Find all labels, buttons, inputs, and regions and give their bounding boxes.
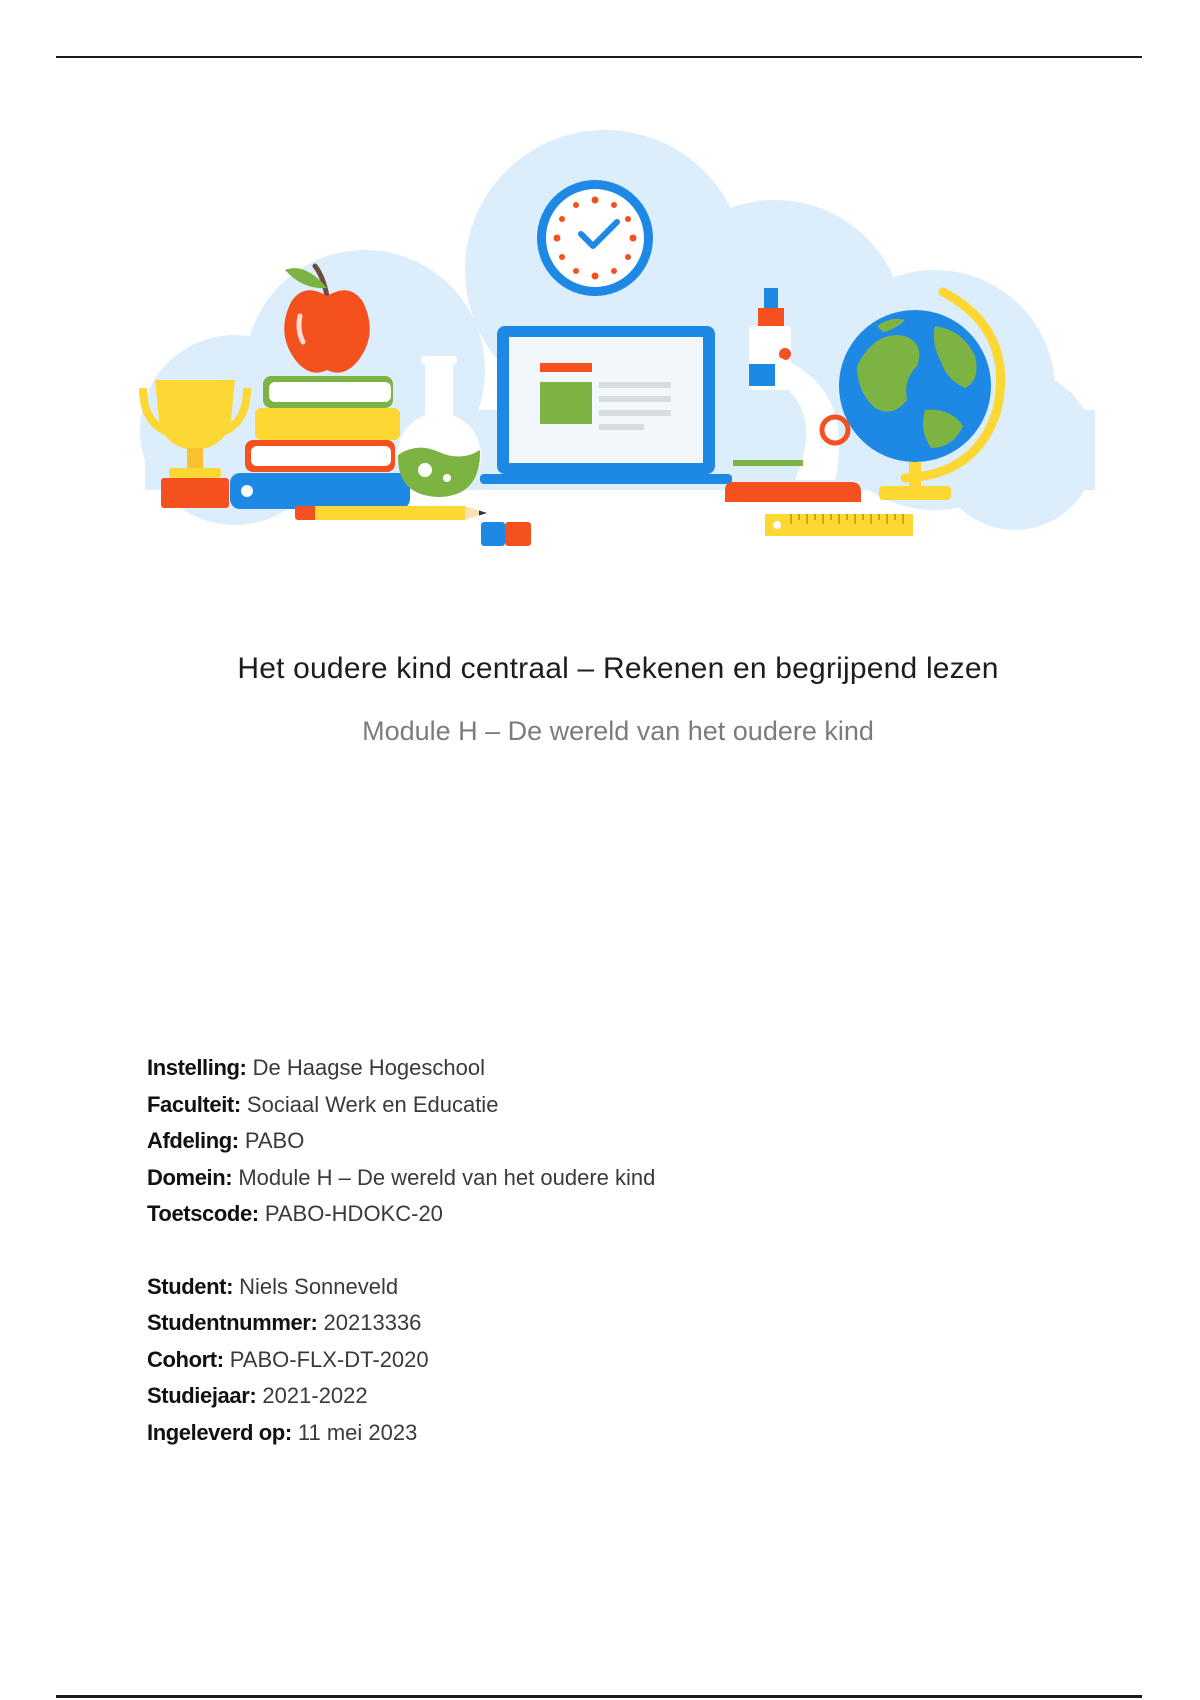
info-value: 2021-2022 [262, 1383, 368, 1408]
info-value: PABO-FLX-DT-2020 [229, 1346, 429, 1372]
info-label: Toetscode: [147, 1201, 259, 1226]
bottom-rule [56, 1695, 1142, 1698]
info-row-studiejaar [147, 1378, 655, 1415]
laptop-icon [480, 326, 732, 484]
institution-info [147, 1050, 655, 1233]
info-label: Studentnummer: [147, 1310, 318, 1335]
info-label: Ingeleverd op: [147, 1419, 292, 1445]
info-value: Niels Sonneveld [239, 1273, 399, 1299]
info-value: De Haagse Hogeschool [252, 1055, 485, 1080]
info-row-student [147, 1269, 655, 1306]
info-row-domein [147, 1160, 655, 1197]
document-title: Het oudere kind centraal – Rekenen en begrijpend lezen [237, 652, 999, 685]
info-row-faculteit [147, 1087, 655, 1124]
info-row-afdeling [147, 1123, 655, 1160]
info-row-cohort [147, 1342, 655, 1379]
info-label: Domein: [147, 1164, 233, 1190]
document-info [147, 1050, 655, 1451]
top-rule [56, 56, 1142, 58]
info-label: Student: [147, 1273, 234, 1299]
document-subtitle: Module H – De wereld van het oudere kind [362, 716, 874, 746]
info-row-toetscode [147, 1196, 655, 1233]
info-label: Faculteit: [147, 1091, 241, 1117]
info-row-instelling [147, 1050, 655, 1087]
info-value: PABO-HDOKC-20 [264, 1201, 443, 1226]
info-value: PABO [244, 1128, 305, 1153]
info-value: 20213336 [323, 1310, 422, 1335]
info-label: Studiejaar: [147, 1383, 257, 1408]
info-value: Module H – De wereld van het oudere kind [238, 1164, 656, 1190]
info-row-studentnummer [147, 1305, 655, 1342]
info-value: Sociaal Werk en Educatie [246, 1091, 499, 1117]
pencil-icon [295, 506, 487, 520]
ruler-icon [765, 514, 913, 536]
student-info [147, 1269, 655, 1452]
info-label: Instelling: [147, 1055, 247, 1080]
info-label: Cohort: [147, 1346, 224, 1372]
clock-icon [537, 180, 653, 296]
info-value: 11 mei 2023 [297, 1419, 418, 1445]
info-label: Afdeling: [147, 1128, 239, 1153]
info-row-ingeleverd [147, 1415, 655, 1452]
school-illustration [135, 130, 1095, 570]
eraser-icon [481, 522, 531, 546]
